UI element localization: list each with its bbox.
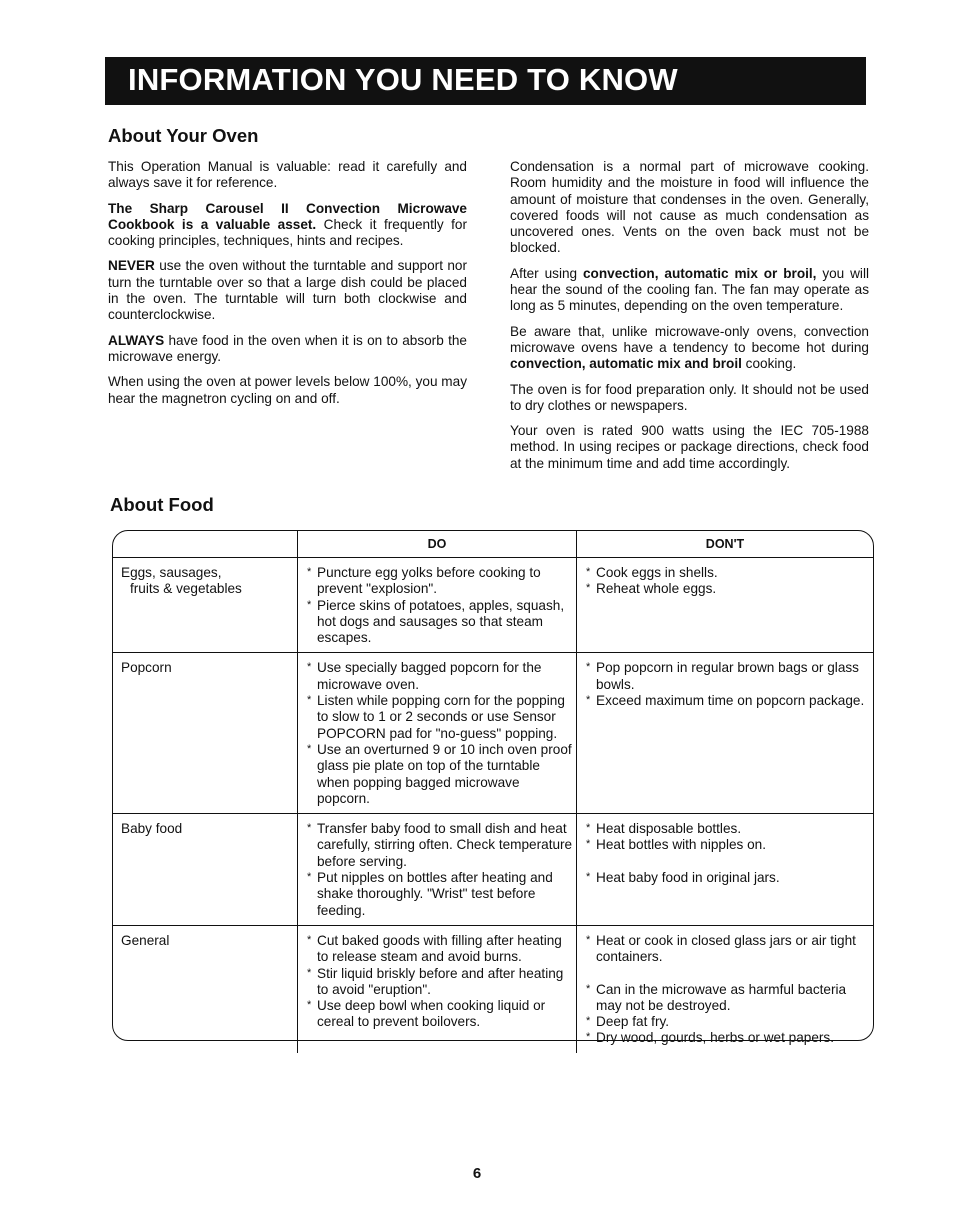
list-item: * Reheat whole eggs. [586, 581, 873, 597]
do-column-header: DO [298, 531, 577, 558]
text: use the oven without the turntable and support nor turn the turntable over so that a large dish could be placed in the oven. The turntable will turn both clockwise and counterclockwise. [108, 258, 467, 323]
text: Be aware that, unlike microwave-only ovens, convection microwave ovens have a tendency to become hot during [510, 323, 869, 355]
list-item: * Put nipples on bottles after heating and shake thoroughly. "Wrist" test before feeding. [307, 870, 576, 919]
text: have food in the oven when it is on to absorb the microwave energy. [108, 332, 467, 364]
list-item: * Cook eggs in shells. [586, 565, 873, 581]
paragraph [108, 333, 467, 366]
category-cell [113, 925, 298, 1052]
category-label: General [121, 932, 170, 948]
food-table-frame [112, 530, 874, 1046]
list-item: * Can in the microwave as harmful bacteria may not be destroyed. [586, 982, 873, 1015]
list-item: * Pop popcorn in regular brown bags or glass bowls. [586, 660, 873, 693]
do-cell [298, 814, 577, 926]
dont-cell [577, 653, 874, 814]
table-row [113, 558, 873, 653]
do-cell [298, 925, 577, 1052]
table-header-row [113, 531, 873, 558]
list-item: * Heat bottles with nipples on. [586, 837, 873, 853]
paragraph: This Operation Manual is valuable: read it carefully and always save it for reference. [108, 159, 467, 191]
paragraph [108, 201, 467, 250]
paragraph [108, 258, 467, 323]
do-cell [298, 653, 577, 814]
category-header [113, 531, 298, 558]
text: Check it frequently for cooking principles, techniques, hints and recipes. [108, 216, 467, 249]
list-item: * Deep fat fry. [586, 1014, 873, 1030]
category-label: Eggs, sausages, [121, 565, 222, 580]
list-item: * Transfer baby food to small dish and heat carefully, stirring often. Check temperature before serving. [307, 821, 576, 870]
bold-text: ALWAYS [108, 332, 165, 348]
list-item: * Stir liquid briskly before and after heating to avoid "eruption". [307, 966, 576, 999]
category-label: fruits & vegetables [130, 581, 242, 597]
paragraph [510, 324, 869, 373]
bold-text: NEVER [108, 258, 155, 274]
paragraph [510, 266, 869, 315]
list-item: * Exceed maximum time on popcorn package. [586, 693, 873, 709]
list-item: * Heat or cook in closed glass jars or air tight containers. [586, 933, 873, 966]
list-item: * Puncture egg yolks before cooking to prevent "explosion". [307, 565, 576, 598]
about-oven-left-column [108, 159, 467, 416]
text: you will hear the sound of the cooling fan. The fan may operate as long as 5 minutes, depending on the oven temperature. [510, 265, 869, 314]
paragraph: Your oven is rated 900 watts using the IEC 705-1988 method. In using recipes or package directions, check food at the minimum time and add time accordingly. [510, 423, 869, 471]
category-cell [113, 558, 298, 653]
list-item: * Cut baked goods with filling after heating to release steam and avoid burns. [307, 933, 576, 966]
about-oven-right-column [510, 159, 869, 481]
dont-cell [577, 814, 874, 926]
bold-text: convection, automatic mix or broil, [582, 265, 817, 281]
do-cell [298, 558, 577, 653]
table-row [113, 925, 873, 1052]
dont-cell [577, 925, 874, 1052]
list-item: * Pierce skins of potatoes, apples, squash, hot dogs and sausages so that steam escapes. [307, 598, 576, 647]
paragraph: When using the oven at power levels below 100%, you may hear the magnetron cycling on and off. [108, 374, 467, 406]
list-item: * Use deep bowl when cooking liquid or cereal to prevent boilovers. [307, 998, 576, 1031]
page-number: 6 [472, 1165, 482, 1182]
text: cooking. [741, 356, 797, 372]
list-item: * Use specially bagged popcorn for the microwave oven. [307, 660, 576, 693]
list-item: * Listen while popping corn for the popping to slow to 1 or 2 seconds or use Sensor POPCORN pad for "no-guess" popping. [307, 693, 576, 742]
category-label: Baby food [121, 821, 183, 837]
list-item: * Use an overturned 9 or 10 inch oven proof glass pie plate on top of the turntable when popping bagged microwave popcorn. [307, 742, 576, 807]
bold-text: The Sharp Carousel II Convection Microwave Cookbook is a valuable asset. [108, 200, 467, 232]
category-cell [113, 814, 298, 926]
text: After using [510, 265, 583, 281]
about-food-heading: About Food [110, 494, 214, 515]
category-label: Popcorn [121, 660, 172, 676]
page-banner: INFORMATION YOU NEED TO KNOW [105, 57, 866, 105]
about-oven-heading: About Your Oven [108, 125, 259, 146]
dont-cell [577, 558, 874, 653]
paragraph: The oven is for food preparation only. It should not be used to dry clothes or newspapers. [510, 381, 869, 413]
paragraph: Condensation is a normal part of microwave cooking. Room humidity and the moisture in food will influence the amount of moisture that condenses in the oven. Generally, covered foods will not cause as much condensation as uncovered ones. Vents on the oven back must not be blocked. [510, 159, 869, 256]
bold-text: convection, automatic mix and broil [510, 356, 742, 372]
list-item: * Dry wood, gourds, herbs or wet papers. [586, 1030, 873, 1046]
dont-column-header: DON'T [705, 536, 745, 551]
list-item: * Heat disposable bottles. [586, 821, 873, 837]
list-item: * Heat baby food in original jars. [586, 870, 873, 886]
table-row [113, 814, 873, 926]
table-row [113, 653, 873, 814]
food-guidelines-table [113, 531, 873, 1053]
category-cell [113, 653, 298, 814]
